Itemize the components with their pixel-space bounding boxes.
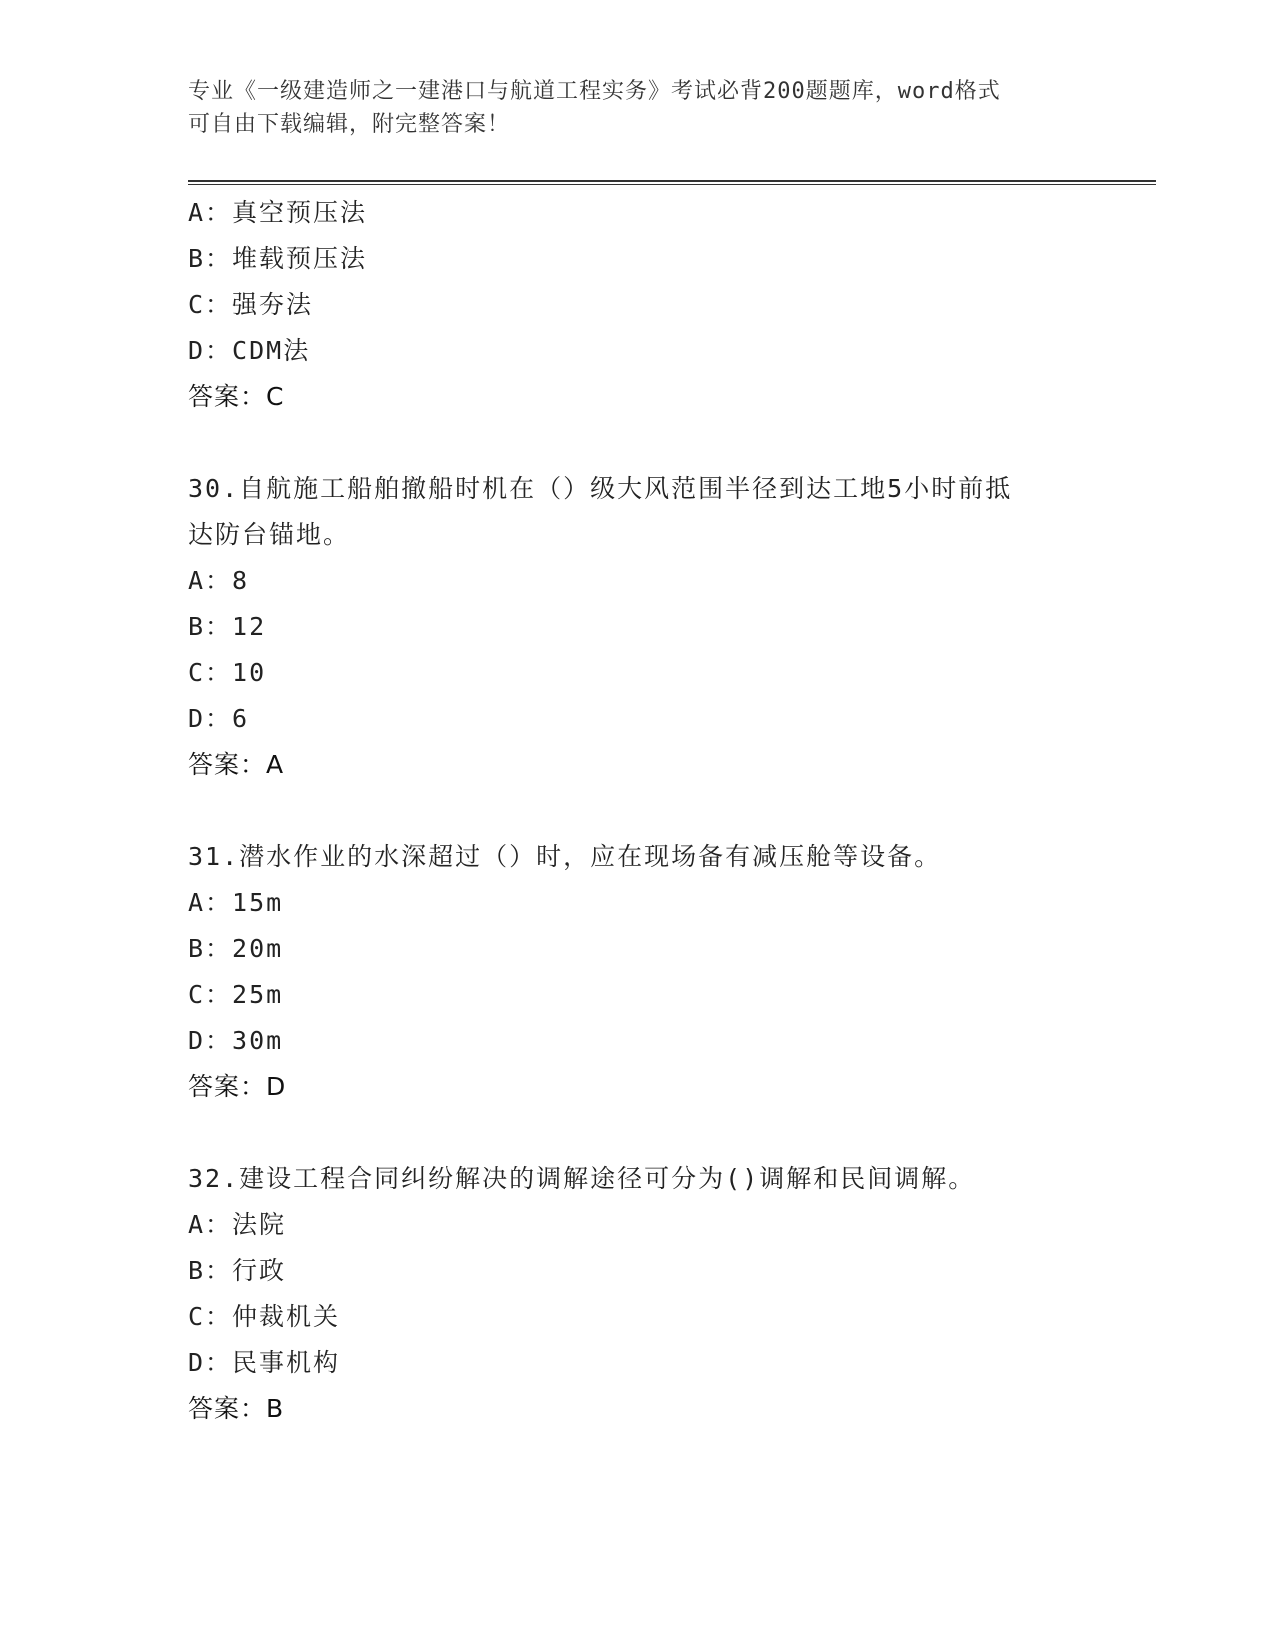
question-text-line-1: 30.自航施工船舶撤船时机在（）级大风范围半径到达工地5小时前抵 — [188, 474, 1013, 503]
answer-text: 答案：A — [188, 750, 285, 779]
question-block-29 — [188, 190, 1088, 420]
option-a: A：真空预压法 — [188, 198, 368, 227]
option-d: D：民事机构 — [188, 1348, 341, 1377]
option-b: B：行政 — [188, 1256, 287, 1285]
question-text-line-1: 31.潜水作业的水深超过（）时，应在现场备有减压舱等设备。 — [188, 842, 942, 871]
option-d: D：6 — [188, 704, 250, 733]
option-c: C：仲裁机关 — [188, 1302, 341, 1331]
option-d: D：30m — [188, 1026, 284, 1055]
question-block-30 — [188, 466, 1088, 788]
option-c: C：25m — [188, 980, 284, 1009]
header-title-line-2: 可自由下载编辑，附完整答案！ — [188, 112, 511, 137]
option-a: A：8 — [188, 566, 250, 595]
header-divider — [188, 180, 1156, 185]
option-b: B：20m — [188, 934, 284, 963]
question-text-line-1: 32.建设工程合同纠纷解决的调解途径可分为()调解和民间调解。 — [188, 1164, 976, 1193]
question-block-31 — [188, 834, 1088, 1110]
option-c: C：强夯法 — [188, 290, 314, 319]
question-block-32 — [188, 1156, 1088, 1432]
option-b: B：堆载预压法 — [188, 244, 368, 273]
option-a: A：15m — [188, 888, 284, 917]
question-text-line-2: 达防台锚地。 — [188, 520, 351, 549]
option-b: B：12 — [188, 612, 267, 641]
spacer — [188, 788, 1088, 834]
answer-text: 答案：C — [188, 382, 285, 411]
document-header — [188, 75, 1088, 141]
answer-text: 答案：D — [188, 1072, 287, 1101]
option-c: C：10 — [188, 658, 267, 687]
header-title-line-1: 专业《一级建造师之一建港口与航道工程实务》考试必背200题题库，word格式 — [188, 79, 1001, 104]
option-d: D：CDM法 — [188, 336, 311, 365]
spacer — [188, 420, 1088, 466]
option-a: A：法院 — [188, 1210, 287, 1239]
question-list — [188, 190, 1088, 1432]
spacer — [188, 1110, 1088, 1156]
answer-text: 答案：B — [188, 1394, 285, 1423]
